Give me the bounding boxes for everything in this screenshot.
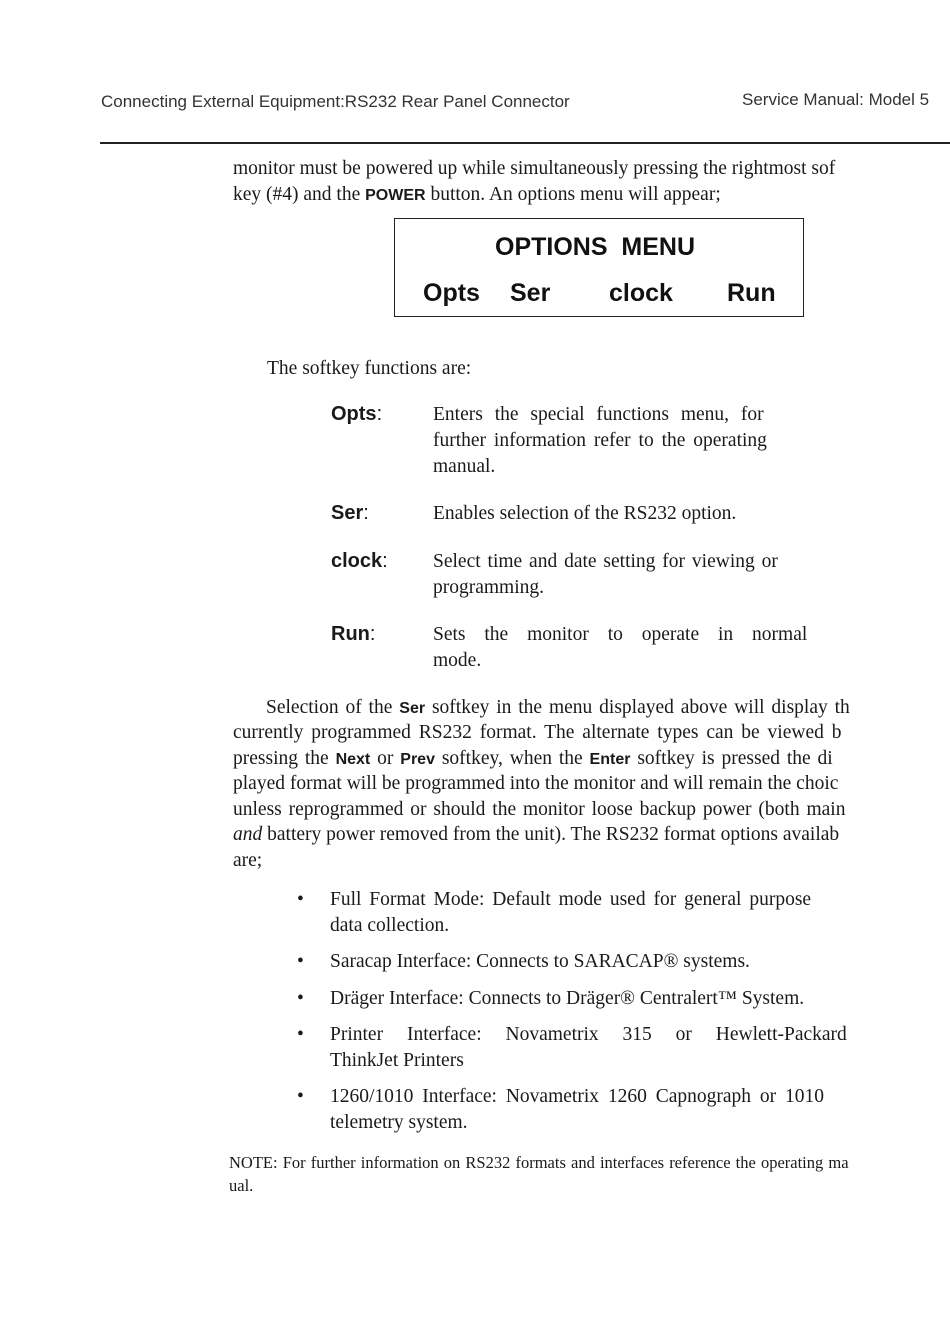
note-line-2: ual. [229, 1176, 254, 1195]
softkey-term-clock [331, 550, 388, 573]
list-item-cont: telemetry system. [330, 1112, 468, 1133]
enter-keyword: Enter [589, 751, 631, 768]
ser-keyword: Ser [399, 700, 426, 717]
colon: : [382, 550, 388, 572]
list-item-cont: ThinkJet Printers [330, 1050, 464, 1071]
bullet-icon: • [297, 988, 304, 1009]
text: softkey is pressed the di [630, 748, 833, 769]
text: battery power removed from the unit). The RS232 format options availab [262, 824, 840, 845]
text: button. An options menu will appear; [425, 184, 721, 205]
menu-key-clock: clock [609, 279, 673, 307]
bullet-icon: • [297, 889, 304, 910]
para-line [233, 822, 839, 847]
bullet-icon: • [297, 1024, 304, 1045]
term: Ser [331, 502, 364, 524]
next-keyword: Next [335, 751, 371, 768]
definition-line: manual. [433, 456, 496, 477]
emphasis: and [233, 824, 263, 845]
running-header-right: Service Manual: Model 5 [742, 90, 930, 109]
text: or [370, 748, 401, 769]
definition-line: further information refer to the operating [433, 430, 767, 451]
colon: : [363, 502, 369, 524]
softkey-term-opts [331, 403, 382, 426]
para-line: are; [233, 850, 263, 871]
options-menu-title: OPTIONS MENU [495, 233, 696, 261]
note-line-1: NOTE: For further information on RS232 formats and interfaces reference the operating ma [229, 1153, 849, 1172]
bullet-icon: • [297, 1086, 304, 1107]
definition-line: Enables selection of the RS232 option. [433, 503, 737, 524]
menu-key-opts: Opts [423, 279, 480, 307]
running-header-left: Connecting External Equipment:RS232 Rear Panel Connector [101, 92, 570, 111]
colon: : [376, 403, 383, 425]
softkey-heading: The softkey functions are: [267, 358, 472, 379]
definition-line: Sets the monitor to operate in normal [433, 624, 808, 645]
list-item: 1260/1010 Interface: Novametrix 1260 Capnograph or 1010 [330, 1086, 825, 1107]
definition-line: programming. [433, 577, 545, 598]
text: Selection of the [266, 697, 400, 718]
para-line: played format will be programmed into the monitor and will remain the choic [233, 773, 839, 794]
softkey-term-ser [331, 502, 369, 525]
bullet-icon: • [297, 951, 304, 972]
prev-keyword: Prev [400, 751, 435, 768]
definition-line: mode. [433, 650, 482, 671]
menu-key-ser: Ser [510, 279, 551, 307]
para-line [233, 746, 833, 772]
term: Opts [331, 403, 377, 425]
para-line: unless reprogrammed or should the monitor loose backup power (both main [233, 799, 846, 820]
colon: : [369, 623, 376, 645]
text: softkey in the menu displayed above will display th [425, 697, 850, 718]
para-line: currently programmed RS232 format. The alternate types can be viewed b [233, 722, 842, 743]
text: softkey, when the [434, 748, 590, 769]
softkey-term-run [331, 623, 375, 646]
term: Run [331, 623, 370, 645]
para-line [266, 695, 850, 721]
definition-line: Select time and date setting for viewing or [433, 551, 778, 572]
power-keyword: POWER [365, 187, 426, 204]
header-rule [100, 142, 950, 144]
term: clock [331, 550, 383, 572]
list-item: Saracap Interface: Connects to SARACAP® systems. [330, 951, 750, 972]
intro-line-2 [233, 182, 721, 208]
list-item: Dräger Interface: Connects to Dräger® Centralert™ System. [330, 988, 805, 1009]
text: pressing the [233, 748, 336, 769]
menu-key-run: Run [727, 279, 776, 307]
list-item: Full Format Mode: Default mode used for general purpose [330, 889, 812, 910]
text: key (#4) and the [233, 184, 366, 205]
options-menu-display [394, 218, 804, 317]
definition-line: Enters the special functions menu, for [433, 404, 764, 425]
list-item-cont: data collection. [330, 915, 450, 936]
list-item: Printer Interface: Novametrix 315 or Hewlett-Packard [330, 1024, 847, 1045]
intro-line-1: monitor must be powered up while simultaneously pressing the rightmost sof [233, 158, 836, 179]
